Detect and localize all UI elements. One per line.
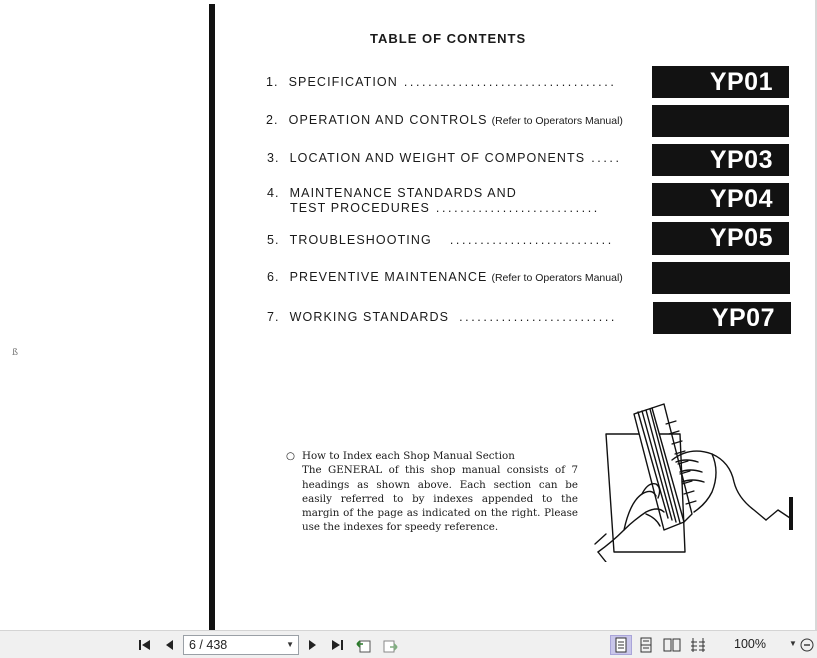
toc-item-troubleshooting bbox=[267, 233, 614, 247]
continuous-view-button[interactable] bbox=[636, 635, 656, 655]
page-margin-index-marker bbox=[789, 497, 793, 530]
margin-mark: ß bbox=[12, 348, 19, 358]
toc-item-maintenance-standards bbox=[267, 186, 517, 200]
viewer-toolbar bbox=[0, 630, 817, 658]
toc-item-note: (Refer to Operators Manual) bbox=[491, 115, 623, 127]
index-tab-yp03: YP03 bbox=[652, 144, 789, 176]
instructions-title: How to Index each Shop Manual Section bbox=[302, 450, 515, 462]
next-page-button[interactable] bbox=[305, 635, 321, 655]
toc-leader-dots: ................................... bbox=[403, 75, 617, 89]
page-dropdown-icon[interactable]: ▼ bbox=[286, 640, 294, 649]
bullet-icon: ○ bbox=[286, 450, 295, 462]
last-page-icon bbox=[329, 638, 345, 652]
toc-leader-dots: ..... bbox=[591, 151, 622, 165]
instructions-body: The GENERAL of this shop manual consists of 7 headings as shown above. Each section can be easily referred to by indexes appended to the margin of the page as indicated on the right. Please use the indexes for speedy reference. bbox=[302, 464, 578, 534]
first-page-button[interactable] bbox=[136, 635, 154, 655]
facing-view-icon bbox=[663, 637, 681, 653]
page-number-value: 6 / 438 bbox=[189, 638, 228, 652]
zoom-out-icon bbox=[800, 638, 814, 652]
toc-leader-dots: ........................... bbox=[435, 201, 600, 215]
facing-view-button[interactable] bbox=[662, 635, 682, 655]
index-tab-yp05: YP05 bbox=[652, 222, 789, 255]
toc-item-number: 7. bbox=[267, 310, 280, 324]
page-number-input[interactable] bbox=[183, 635, 299, 655]
toc-title: TABLE OF CONTENTS bbox=[370, 31, 527, 46]
toc-item-note: (Refer to Operators Manual) bbox=[491, 272, 623, 284]
go-forward-button[interactable] bbox=[380, 635, 400, 655]
index-tab-blank bbox=[652, 262, 790, 294]
toc-item-label: WORKING STANDARDS bbox=[289, 310, 450, 324]
last-page-button[interactable] bbox=[328, 635, 346, 655]
next-page-icon bbox=[307, 638, 319, 652]
go-back-button[interactable] bbox=[354, 635, 374, 655]
toc-item-specification bbox=[266, 75, 616, 89]
toc-item-label: PREVENTIVE MAINTENANCE bbox=[289, 270, 488, 284]
index-tab-blank bbox=[652, 105, 789, 137]
toc-item-maintenance-standards-line2 bbox=[290, 201, 600, 215]
toc-item-number: 6. bbox=[267, 270, 280, 284]
manual-index-illustration bbox=[594, 402, 790, 562]
toc-item-number: 3. bbox=[267, 151, 280, 165]
toc-leader-dots: .......................... bbox=[459, 310, 617, 324]
single-page-view-button[interactable] bbox=[610, 635, 632, 655]
first-page-icon bbox=[137, 638, 153, 652]
previous-page-icon bbox=[163, 638, 175, 652]
zoom-level[interactable]: 100% bbox=[734, 637, 766, 651]
continuous-facing-view-icon bbox=[689, 637, 707, 653]
index-instructions bbox=[286, 449, 578, 535]
toc-item-location-weight bbox=[267, 151, 622, 165]
toc-item-operation-controls bbox=[266, 113, 623, 127]
toc-item-label: TROUBLESHOOTING bbox=[289, 233, 432, 247]
single-page-view-icon bbox=[614, 637, 628, 653]
toc-item-preventive-maintenance bbox=[267, 270, 623, 284]
index-tab-yp01: YP01 bbox=[652, 66, 789, 98]
toc-item-label-continued: TEST PROCEDURES bbox=[290, 201, 430, 215]
index-tab-yp04: YP04 bbox=[652, 183, 789, 216]
toc-item-label: SPECIFICATION bbox=[288, 75, 398, 89]
binding-spine-line bbox=[209, 4, 215, 630]
go-back-icon bbox=[355, 637, 373, 653]
continuous-view-icon bbox=[639, 637, 653, 653]
previous-page-button[interactable] bbox=[161, 635, 177, 655]
toc-item-working-standards bbox=[267, 310, 617, 324]
zoom-dropdown-icon[interactable]: ▼ bbox=[789, 639, 797, 648]
toc-leader-dots: ........................... bbox=[449, 233, 614, 247]
zoom-out-button[interactable] bbox=[799, 635, 815, 655]
toc-item-label: MAINTENANCE STANDARDS AND bbox=[289, 186, 517, 200]
continuous-facing-view-button[interactable] bbox=[688, 635, 708, 655]
go-forward-icon bbox=[381, 637, 399, 653]
toc-item-label: OPERATION AND CONTROLS bbox=[288, 113, 488, 127]
toc-item-number: 2. bbox=[266, 113, 279, 127]
index-tab-yp07: YP07 bbox=[653, 302, 791, 334]
toc-item-number: 5. bbox=[267, 233, 280, 247]
toc-item-label: LOCATION AND WEIGHT OF COMPONENTS bbox=[289, 151, 586, 165]
toc-item-number: 4. bbox=[267, 186, 280, 200]
toc-item-number: 1. bbox=[266, 75, 279, 89]
